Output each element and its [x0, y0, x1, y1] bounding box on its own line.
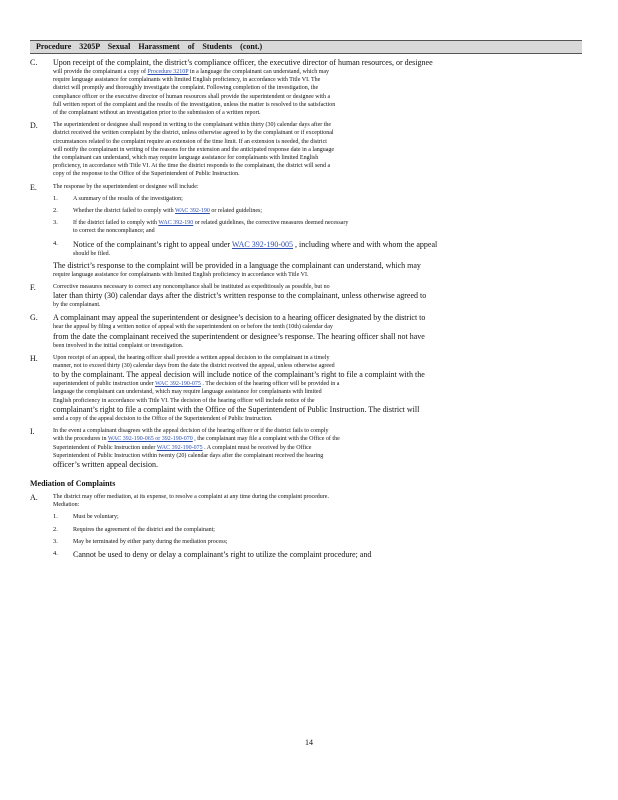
line-text: of the complainant without an investigation prior to the submission of a written report.	[53, 110, 261, 117]
item-label: C.	[30, 58, 38, 67]
text-line	[53, 76, 582, 84]
sub-item-number: 4.	[53, 239, 58, 247]
line-text: been involved in the initial complaint or investigation.	[53, 342, 184, 349]
line-text: will provide the complainant a copy of	[53, 69, 146, 75]
text-line	[53, 427, 582, 435]
text-line	[53, 313, 582, 323]
line-text: from the date the complainant received the superintendent or designee’s response. The hearing officer shall not have	[53, 331, 425, 341]
line-text: The response by the superintendent or designee will include:	[53, 183, 199, 190]
line-text: full written report of the complaint and the results of the investigation, unless the matter is resolved to the satisfaction	[53, 101, 336, 108]
item-label: F.	[30, 283, 36, 293]
text-line	[53, 323, 582, 331]
line-text: compliance officer or the executive director of human resources shall provide the superintendent or designee with a	[53, 93, 331, 100]
line-text: manner, not to exceed thirty (30) calendar days from the date the district received the appeal, unless otherwise agreed	[53, 363, 335, 370]
reference-link[interactable]: WAC 392-190	[158, 220, 194, 227]
sub-item-number: 3.	[53, 537, 58, 545]
line-text-after: or related guidelines, the corrective measures deemed necessary	[194, 220, 349, 227]
text-line	[53, 301, 582, 309]
mediation-section	[30, 493, 582, 560]
line-text: should be filed.	[73, 250, 111, 257]
line-text: In the event a complainant disagrees with the appeal decision of the hearing officer or if the district fails to comply	[53, 428, 329, 435]
line-text: Cannot be used to deny or delay a complainant’s right to utilize the complaint procedure; and	[73, 549, 372, 559]
document-page	[30, 40, 582, 560]
complaint-steps	[30, 58, 582, 470]
text-line	[53, 388, 582, 396]
sub-item	[53, 207, 582, 215]
text-line	[53, 415, 582, 423]
reference-link[interactable]: WAC 392-190-075	[155, 381, 201, 388]
text-line	[53, 271, 582, 279]
line-text: district will promptly and thoroughly investigate the complaint. Following completion of the investigation, the	[53, 85, 319, 92]
line-text: A complainant may appeal the superintendent or designee’s decision to a hearing officer designated by the district to	[53, 313, 426, 323]
text-line	[53, 291, 582, 301]
line-text: copy of the response to the Office of the Superintendent of Public Instruction.	[53, 171, 240, 178]
line-text: If the district failed to comply with	[73, 220, 157, 227]
line-text-after: , including where and with whom the appeal	[295, 239, 438, 249]
text-line	[53, 138, 582, 146]
text-line	[53, 501, 582, 509]
procedure-item	[30, 283, 582, 309]
line-text: hear the appeal by filing a written notice of appeal with the superintendent on or before the tenth (10th) calendar day	[53, 324, 333, 331]
text-line	[73, 550, 582, 560]
sub-item	[53, 513, 582, 521]
line-text: Notice of the complainant’s right to appeal under	[73, 239, 231, 249]
line-text: superintendent of public instruction under	[53, 381, 154, 388]
text-line	[73, 240, 582, 250]
text-line	[73, 538, 582, 546]
line-text: Superintendent of Public Instruction under	[53, 444, 156, 451]
procedure-item	[30, 493, 582, 560]
text-line	[73, 513, 582, 521]
line-text: Whether the district failed to comply with	[73, 208, 174, 215]
text-line	[73, 219, 582, 227]
text-line	[53, 129, 582, 137]
line-text: May be terminated by either party during the mediation process;	[73, 538, 228, 545]
procedure-item	[30, 427, 582, 470]
sub-item	[53, 550, 582, 560]
line-text: with the procedures in	[53, 436, 107, 443]
line-text: The superintendent or designee shall respond in writing to the complainant within thirty (30) calendar days after the	[53, 122, 332, 129]
text-line	[53, 84, 582, 92]
line-text: Superintendent of Public Instruction within twenty (20) calendar days after the complainant received the hearing	[53, 452, 324, 459]
text-line	[53, 342, 582, 350]
reference-link[interactable]: WAC 392-190-065 or 392-190-070	[107, 436, 193, 443]
line-text: by the complainant.	[53, 302, 101, 309]
line-text: language the complainant can understand, which may require language assistance for complainants with limited	[53, 389, 322, 396]
sub-item-number: 2.	[53, 525, 58, 533]
text-line	[53, 162, 582, 170]
line-text: Corrective measures necessary to correct any noncompliance shall be instituted as expeditiously as possible, but no	[53, 284, 330, 291]
text-line	[53, 397, 582, 405]
sub-item	[53, 240, 582, 258]
text-line	[73, 526, 582, 534]
text-line	[53, 68, 582, 76]
line-text: the complainant can understand, which may require language assistance for complainants with limited English	[53, 155, 319, 162]
sub-item-number: 1.	[53, 194, 58, 202]
text-line	[53, 109, 582, 117]
reference-link[interactable]: WAC 392-190-075	[156, 444, 203, 451]
line-text: require language assistance for complainants with limited English proficiency, in accordance with Title VI. The	[53, 77, 321, 84]
procedure-item	[30, 183, 582, 279]
line-text: require language assistance for complainants with limited English proficiency in accordance with Title VI.	[53, 271, 309, 278]
sub-item	[53, 195, 582, 203]
text-line	[53, 362, 582, 370]
text-line	[53, 380, 582, 388]
line-text-after: or related guidelines;	[211, 208, 263, 215]
line-text: to correct the noncompliance; and	[73, 228, 155, 235]
text-line	[73, 227, 582, 235]
reference-link[interactable]: WAC 392-190-005	[231, 239, 294, 249]
sub-item	[53, 538, 582, 546]
sub-item-number: 2.	[53, 207, 58, 215]
line-text: send a copy of the appeal decision to the Office of the Superintendent of Public Instruction.	[53, 415, 273, 422]
line-text: Must be voluntary;	[73, 514, 119, 521]
line-text: circumstances related to the complaint require an extension of the time limit. If an extension is needed, the district	[53, 138, 327, 145]
sub-item	[53, 219, 582, 235]
line-text: officer’s written appeal decision.	[53, 459, 158, 469]
line-text-after: . A complaint must be received by the Office	[204, 444, 312, 451]
page-number: 14	[305, 738, 313, 747]
line-text: Upon receipt of an appeal, the hearing officer shall provide a written appeal decision to the complainant in a timely	[53, 354, 330, 361]
text-line	[53, 405, 582, 415]
sub-item-number: 1.	[53, 513, 58, 521]
procedure-item	[30, 313, 582, 349]
line-text-after: . The decision of the hearing officer will be provided in a	[202, 381, 340, 388]
line-text: will notify the complainant in writing of the reasons for the extension and the anticipated response date in a language	[53, 146, 335, 153]
procedure-header: Procedure 3205P Sexual Harassment of Students (cont.)	[30, 40, 582, 54]
item-label: E.	[30, 182, 37, 192]
text-line	[53, 435, 582, 443]
item-label: H.	[30, 353, 38, 363]
line-text-after: , the complainant may file a complaint with the Office of the	[194, 436, 340, 443]
text-line	[53, 493, 582, 501]
text-line	[53, 452, 582, 460]
text-line	[73, 250, 582, 258]
reference-link[interactable]: WAC 392-190	[175, 208, 210, 215]
procedure-item	[30, 354, 582, 423]
procedure-item	[30, 121, 582, 178]
line-text: Requires the agreement of the district and the complainant;	[73, 526, 215, 533]
text-line	[53, 261, 582, 271]
text-line	[53, 154, 582, 162]
text-line	[53, 332, 582, 342]
text-line	[53, 146, 582, 154]
text-line	[53, 460, 582, 470]
section-title: Mediation of Complaints	[30, 478, 116, 488]
text-line	[53, 370, 582, 380]
line-text: The district may offer mediation, at its expense, to resolve a complaint at any time during the complaint procedure.	[53, 493, 329, 500]
reference-link[interactable]: Procedure 3210P	[147, 69, 189, 75]
line-text: proficiency, in accordance with Title VI. At the time the district responds to the complainant, the district will send a	[53, 163, 331, 170]
line-text: Mediation:	[53, 502, 80, 509]
text-line	[53, 58, 582, 68]
text-line	[73, 195, 582, 203]
line-text: A summary of the results of the investigation;	[73, 195, 183, 202]
line-text: The district’s response to the complaint will be provided in a language the complainant can understand, which may	[53, 260, 421, 270]
line-text: district received the written complaint by the district, unless otherwise agreed to by the complainant or if exceptional	[53, 130, 334, 137]
text-line	[53, 444, 582, 452]
text-line	[53, 101, 582, 109]
text-line	[53, 93, 582, 101]
item-label: A.	[30, 492, 38, 502]
line-text: to by the complainant. The appeal decision will include notice of the complainant’s right to file a complaint with the	[53, 370, 425, 380]
line-text: complainant’s right to file a complaint with the Office of the Superintendent of Public Instruction. The district will	[53, 404, 420, 414]
text-line	[53, 183, 582, 191]
line-text: Upon receipt of the complaint, the district’s compliance officer, the executive director of human resources, or designee	[53, 58, 433, 67]
sub-item-number: 3.	[53, 219, 58, 227]
sub-item-number: 4.	[53, 549, 58, 557]
procedure-item	[30, 58, 582, 117]
line-text: later than thirty (30) calendar days after the district’s written response to the complainant, unless otherwise agreed to	[53, 291, 427, 301]
line-text: English proficiency in accordance with Title VI. The decision of the hearing officer will include notice of the	[53, 397, 315, 404]
text-line	[53, 121, 582, 129]
item-label: D.	[30, 121, 38, 131]
item-label: G.	[30, 313, 38, 323]
text-line	[53, 170, 582, 178]
text-line	[53, 354, 582, 362]
item-label: I.	[30, 427, 35, 437]
line-text-after: in a language the complainant can understand, which may	[189, 69, 330, 75]
sub-item	[53, 526, 582, 534]
text-line	[73, 207, 582, 215]
text-line	[53, 283, 582, 291]
